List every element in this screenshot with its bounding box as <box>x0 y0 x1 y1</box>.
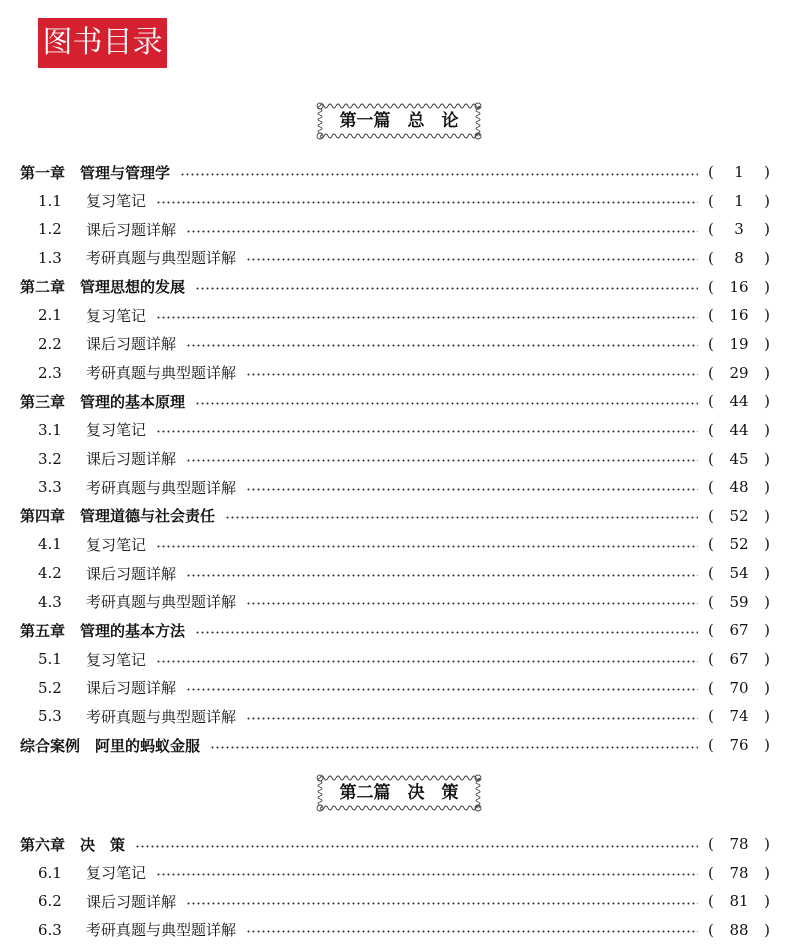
page-paren-left: ( <box>708 535 714 554</box>
section-number: 2.3 <box>38 363 62 382</box>
page-number <box>708 364 770 382</box>
page-paren-right: ) <box>764 449 770 468</box>
page-number <box>708 163 770 181</box>
page-paren-right: ) <box>764 564 770 583</box>
toc-section-row[interactable] <box>0 474 790 500</box>
dot-leader <box>180 173 698 176</box>
dot-leader <box>186 344 698 347</box>
page-paren-left: ( <box>708 736 714 754</box>
page-paren-left: ( <box>708 863 714 882</box>
page-paren-right: ) <box>764 707 770 726</box>
toc-section-row[interactable] <box>0 675 790 701</box>
page-paren-right: ) <box>764 506 770 525</box>
page-paren-left: ( <box>708 248 714 267</box>
section-title: 课后习题详解 <box>86 335 177 354</box>
page-value: 19 <box>729 334 749 353</box>
toc-section-row[interactable] <box>0 446 790 472</box>
page-value: 81 <box>729 892 749 911</box>
section-number: 2.2 <box>38 334 62 353</box>
page-number <box>708 507 770 525</box>
page-paren-right: ) <box>764 163 770 181</box>
section-number: 3.2 <box>38 449 62 468</box>
page-value: 70 <box>729 678 749 697</box>
page-paren-left: ( <box>708 306 714 325</box>
section-title: 考研真题与典型题详解 <box>86 593 237 612</box>
page-value: 52 <box>729 506 749 525</box>
dot-leader <box>186 688 698 691</box>
page-value: 45 <box>729 449 749 468</box>
page-number <box>708 892 770 910</box>
section-number: 1.3 <box>38 248 62 267</box>
page-number <box>708 564 770 582</box>
page-paren-left: ( <box>708 478 714 497</box>
toc-section-row[interactable] <box>0 860 790 886</box>
toc-chapter-row[interactable] <box>0 617 790 643</box>
chapter-title: 第三章 管理的基本原理 <box>20 392 186 411</box>
page-paren-right: ) <box>764 478 770 497</box>
page-value: 1 <box>734 163 744 181</box>
toc-section-row[interactable] <box>0 216 790 242</box>
page-value: 78 <box>729 835 749 853</box>
page-number <box>708 593 770 611</box>
dot-leader <box>195 402 698 405</box>
dot-leader <box>156 873 698 876</box>
catalog-banner: 图书目录 <box>38 18 167 68</box>
section-number: 5.3 <box>38 707 62 726</box>
page-paren-right: ) <box>764 863 770 882</box>
page-paren-right: ) <box>764 650 770 669</box>
dot-leader <box>156 660 698 663</box>
page-paren-right: ) <box>764 835 770 853</box>
page-value: 48 <box>729 478 749 497</box>
page-number <box>708 450 770 468</box>
page-number <box>708 478 770 496</box>
page-paren-right: ) <box>764 535 770 554</box>
page-value: 54 <box>729 564 749 583</box>
page-value: 59 <box>729 592 749 611</box>
toc-chapter-row[interactable] <box>0 732 790 758</box>
section-title: 课后习题详解 <box>86 679 177 698</box>
page-paren-left: ( <box>708 678 714 697</box>
page-paren-left: ( <box>708 334 714 353</box>
toc-section-row[interactable] <box>0 560 790 586</box>
page-number <box>708 392 770 410</box>
dot-leader <box>186 459 698 462</box>
dot-leader <box>246 717 698 720</box>
dot-leader <box>246 488 698 491</box>
toc-section-row[interactable] <box>0 417 790 443</box>
page-value: 76 <box>729 736 749 754</box>
page-value: 52 <box>729 535 749 554</box>
page-value: 8 <box>734 248 744 267</box>
section-title: 考研真题与典型题详解 <box>86 478 237 497</box>
page-value: 44 <box>729 392 749 411</box>
page-number <box>708 421 770 439</box>
page-number <box>708 921 770 939</box>
page-paren-left: ( <box>708 277 714 296</box>
page-paren-right: ) <box>764 420 770 439</box>
toc-section-row[interactable] <box>0 302 790 328</box>
section-title: 复习笔记 <box>86 306 147 325</box>
page-number <box>708 679 770 697</box>
page-value: 67 <box>729 650 749 669</box>
section-number: 6.2 <box>38 892 62 911</box>
chapter-title: 第六章 决 策 <box>20 835 126 854</box>
page-paren-left: ( <box>708 650 714 669</box>
dot-leader <box>195 287 698 290</box>
page-paren-left: ( <box>708 892 714 911</box>
section-title: 复习笔记 <box>86 535 147 554</box>
dot-leader <box>135 845 698 848</box>
page-paren-left: ( <box>708 835 714 853</box>
chapter-title: 第四章 管理道德与社会责任 <box>20 507 216 526</box>
dot-leader <box>246 930 698 933</box>
page-value: 3 <box>734 220 744 239</box>
toc-section-row[interactable] <box>0 646 790 672</box>
page-number <box>708 220 770 238</box>
section-number: 1.1 <box>38 191 62 210</box>
dot-leader <box>210 746 698 749</box>
page-paren-left: ( <box>708 506 714 525</box>
page-number <box>708 736 770 754</box>
toc-section-row[interactable] <box>0 917 790 943</box>
page-paren-right: ) <box>764 363 770 382</box>
page-paren-left: ( <box>708 564 714 583</box>
page-paren-right: ) <box>764 277 770 296</box>
section-title: 考研真题与典型题详解 <box>86 707 237 726</box>
section-number: 5.1 <box>38 650 62 669</box>
page-value: 74 <box>729 707 749 726</box>
page-value: 67 <box>729 621 749 640</box>
page-number <box>708 835 770 853</box>
page-number <box>708 192 770 210</box>
page-paren-left: ( <box>708 707 714 726</box>
section-title: 课后习题详解 <box>86 220 177 239</box>
page-paren-right: ) <box>764 248 770 267</box>
page-value: 1 <box>734 191 744 210</box>
page-paren-right: ) <box>764 592 770 611</box>
toc-chapter-row[interactable] <box>0 274 790 300</box>
page-number <box>708 864 770 882</box>
page-number <box>708 335 770 353</box>
toc-chapter-row[interactable] <box>0 388 790 414</box>
section-number: 6.1 <box>38 863 62 882</box>
page-paren-right: ) <box>764 334 770 353</box>
page-number <box>708 306 770 324</box>
chapter-title: 第五章 管理的基本方法 <box>20 621 186 640</box>
toc-chapter-row[interactable] <box>0 831 790 857</box>
dot-leader <box>156 201 698 204</box>
toc-section-row[interactable] <box>0 245 790 271</box>
page-number <box>708 535 770 553</box>
section-number: 1.2 <box>38 220 62 239</box>
dot-leader <box>246 602 698 605</box>
section-number: 4.1 <box>38 535 62 554</box>
toc-section-row[interactable] <box>0 531 790 557</box>
section-number: 6.3 <box>38 920 62 939</box>
toc-section-row[interactable] <box>0 331 790 357</box>
page-number <box>708 707 770 725</box>
toc-chapter-row[interactable] <box>0 159 790 185</box>
page-paren-left: ( <box>708 191 714 210</box>
section-number: 4.2 <box>38 564 62 583</box>
page-number <box>708 278 770 296</box>
dot-leader <box>156 430 698 433</box>
page-paren-right: ) <box>764 191 770 210</box>
chapter-title: 第二章 管理思想的发展 <box>20 278 186 297</box>
dot-leader <box>225 516 698 519</box>
page-value: 16 <box>729 277 749 296</box>
section-title: 复习笔记 <box>86 421 147 440</box>
toc-section-row[interactable] <box>0 188 790 214</box>
section-number: 3.1 <box>38 420 62 439</box>
page-value: 78 <box>729 863 749 882</box>
part-title-text: 第一篇 总 论 <box>339 111 459 131</box>
page-value: 44 <box>729 420 749 439</box>
page-paren-left: ( <box>708 163 714 181</box>
section-title: 课后习题详解 <box>86 892 177 911</box>
chapter-title: 第一章 管理与管理学 <box>20 163 171 182</box>
page-paren-right: ) <box>764 220 770 239</box>
page-paren-left: ( <box>708 220 714 239</box>
section-title: 复习笔记 <box>86 192 147 211</box>
section-title: 考研真题与典型题详解 <box>86 364 237 383</box>
toc-section-row[interactable] <box>0 703 790 729</box>
page-paren-right: ) <box>764 892 770 911</box>
dot-leader <box>156 545 698 548</box>
dot-leader <box>246 373 698 376</box>
dot-leader <box>156 316 698 319</box>
part-title <box>308 98 490 144</box>
part-title-text: 第二篇 决 策 <box>339 783 459 803</box>
dot-leader <box>195 631 698 634</box>
page-paren-left: ( <box>708 392 714 411</box>
toc-section-row[interactable] <box>0 888 790 914</box>
page-value: 29 <box>729 363 749 382</box>
section-title: 课后习题详解 <box>86 450 177 468</box>
page-paren-right: ) <box>764 736 770 754</box>
section-title: 复习笔记 <box>86 650 147 669</box>
chapter-title: 综合案例 阿里的蚂蚁金服 <box>20 736 201 755</box>
page-paren-right: ) <box>764 920 770 939</box>
section-number: 3.3 <box>38 478 62 497</box>
page-value: 88 <box>729 920 749 939</box>
section-title: 考研真题与典型题详解 <box>86 249 237 268</box>
page-paren-left: ( <box>708 420 714 439</box>
section-title: 考研真题与典型题详解 <box>86 921 237 940</box>
toc-section-row[interactable] <box>0 589 790 615</box>
section-number: 4.3 <box>38 592 62 611</box>
section-title: 课后习题详解 <box>86 564 177 583</box>
page-paren-left: ( <box>708 363 714 382</box>
page-number <box>708 650 770 668</box>
page-paren-right: ) <box>764 392 770 411</box>
page-number <box>708 621 770 639</box>
dot-leader <box>246 258 698 261</box>
dot-leader <box>186 230 698 233</box>
page-paren-left: ( <box>708 621 714 640</box>
toc-section-row[interactable] <box>0 360 790 386</box>
section-number: 2.1 <box>38 306 62 325</box>
dot-leader <box>186 902 698 905</box>
page-paren-right: ) <box>764 621 770 640</box>
page-value: 16 <box>729 306 749 325</box>
section-number: 5.2 <box>38 678 62 697</box>
page-paren-left: ( <box>708 920 714 939</box>
page-paren-right: ) <box>764 678 770 697</box>
part-title <box>308 770 490 816</box>
page-paren-right: ) <box>764 306 770 325</box>
page-number <box>708 249 770 267</box>
section-title: 复习笔记 <box>86 864 147 883</box>
page-paren-left: ( <box>708 592 714 611</box>
toc-chapter-row[interactable] <box>0 503 790 529</box>
dot-leader <box>186 574 698 577</box>
page-paren-left: ( <box>708 449 714 468</box>
